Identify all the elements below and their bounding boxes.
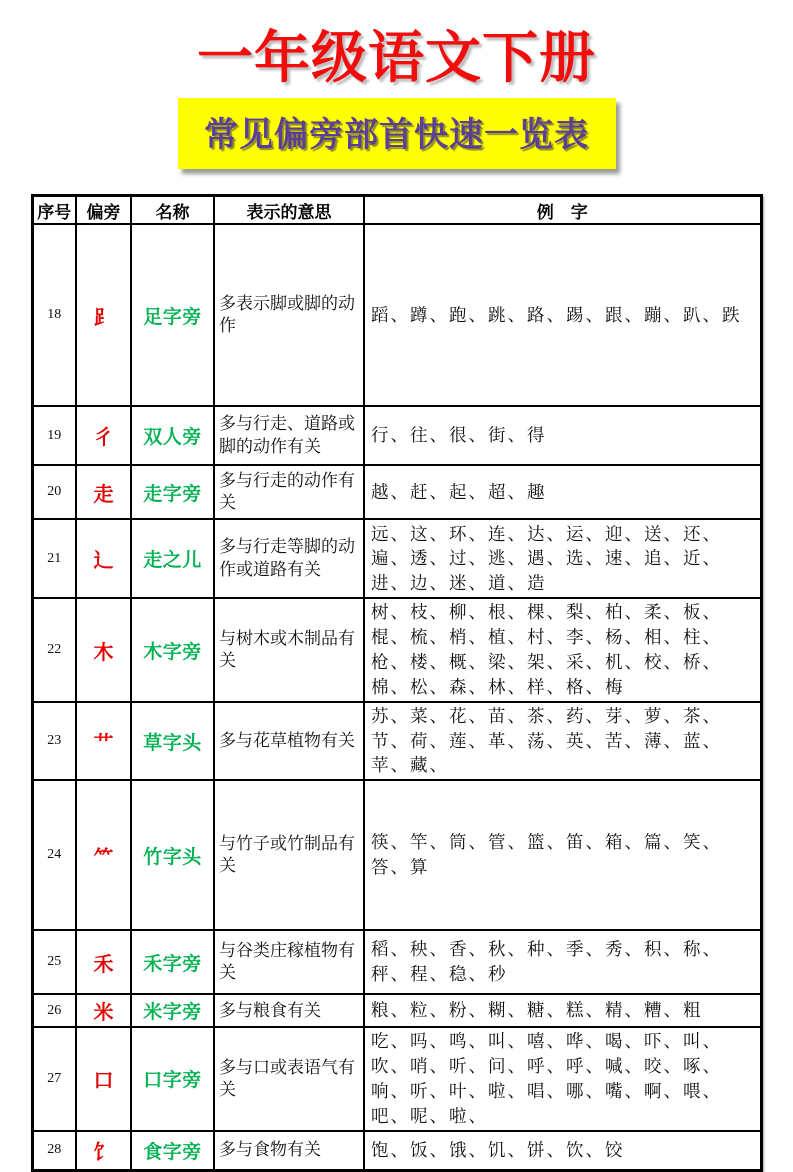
example-characters: 蹈、蹲、跑、跳、路、踢、跟、蹦、趴、跌	[364, 224, 761, 406]
radical-glyph: 艹	[76, 702, 131, 781]
example-characters: 饱、饭、饿、饥、饼、饮、饺	[364, 1131, 761, 1171]
radical-name: 口字旁	[131, 1027, 214, 1130]
table-row	[32, 702, 761, 781]
example-characters: 筷、竿、筒、管、篮、笛、箱、篇、笑、答、算	[364, 780, 761, 930]
table-row	[32, 598, 761, 701]
row-number: 25	[32, 930, 76, 994]
example-characters: 稻、秧、香、秋、种、季、秀、积、称、秤、程、稳、秒	[364, 930, 761, 994]
page-title: 一年级语文下册	[197, 26, 596, 89]
radical-meaning: 多与行走、道路或脚的动作有关	[214, 406, 364, 465]
radical-name: 双人旁	[131, 406, 214, 465]
radical-meaning: 多表示脚或脚的动作	[214, 224, 364, 406]
radical-meaning: 多与行走的动作有关	[214, 465, 364, 519]
radical-glyph: 辶	[76, 519, 131, 598]
table-body	[32, 224, 761, 1170]
radical-meaning: 多与口或表语气有关	[214, 1027, 364, 1130]
radical-meaning: 多与花草植物有关	[214, 702, 364, 781]
table-header	[32, 196, 761, 225]
radical-name: 米字旁	[131, 994, 214, 1027]
radical-glyph: 饣	[76, 1131, 131, 1171]
radical-name: 走字旁	[131, 465, 214, 519]
example-characters: 粮、粒、粉、糊、糖、糕、精、糟、粗	[364, 994, 761, 1027]
radical-meaning: 多与行走等脚的动作或道路有关	[214, 519, 364, 598]
row-number: 28	[32, 1131, 76, 1171]
row-number: 26	[32, 994, 76, 1027]
example-characters: 越、赶、起、超、趣	[364, 465, 761, 519]
row-number: 21	[32, 519, 76, 598]
example-characters: 树、枝、柳、根、棵、梨、柏、柔、板、棍、梳、梢、植、村、李、杨、相、柱、枪、楼、概、梁、架、采、机、校、桥、棉、松、森、林、样、格、梅	[364, 598, 761, 701]
radical-meaning: 与树木或木制品有关	[214, 598, 364, 701]
radical-glyph: 彳	[76, 406, 131, 465]
header-example-characters: 例 字	[364, 196, 761, 225]
example-characters: 苏、菜、花、苗、茶、药、芽、萝、茶、节、荷、莲、革、荡、英、苦、薄、蓝、苹、藏、	[364, 702, 761, 781]
table-row	[32, 780, 761, 930]
radical-glyph: ⺮	[76, 780, 131, 930]
radical-meaning: 多与粮食有关	[214, 994, 364, 1027]
radical-name: 木字旁	[131, 598, 214, 701]
radical-glyph: 米	[76, 994, 131, 1027]
radical-glyph: 口	[76, 1027, 131, 1130]
subtitle-banner	[178, 98, 616, 169]
radical-glyph: 禾	[76, 930, 131, 994]
header-meaning: 表示的意思	[214, 196, 364, 225]
radical-table	[31, 194, 763, 1171]
radical-name: 足字旁	[131, 224, 214, 406]
subtitle-text: 常见偏旁部首快速一览表	[204, 116, 589, 155]
row-number: 20	[32, 465, 76, 519]
radical-glyph: ⻊	[76, 224, 131, 406]
radical-glyph: 木	[76, 598, 131, 701]
table-row	[32, 519, 761, 598]
table-row	[32, 1131, 761, 1171]
header-serial-number: 序号	[32, 196, 76, 225]
row-number: 24	[32, 780, 76, 930]
table-row	[32, 406, 761, 465]
radical-name: 竹字头	[131, 780, 214, 930]
radical-glyph: 走	[76, 465, 131, 519]
row-number: 18	[32, 224, 76, 406]
example-characters: 吃、吗、鸣、叫、嘻、哗、喝、吓、叫、吹、哨、听、问、呼、呼、喊、咬、啄、响、听、叶、啦、唱、哪、嘴、啊、喂、吧、呢、啦、	[364, 1027, 761, 1130]
table-row	[32, 224, 761, 406]
table-row	[32, 994, 761, 1027]
table-row	[32, 465, 761, 519]
example-characters: 行、往、很、街、得	[364, 406, 761, 465]
row-number: 27	[32, 1027, 76, 1130]
header-radical: 偏旁	[76, 196, 131, 225]
row-number: 19	[32, 406, 76, 465]
header-name: 名称	[131, 196, 214, 225]
table-row	[32, 1027, 761, 1130]
table-header-row	[32, 196, 761, 225]
radical-meaning: 与竹子或竹制品有关	[214, 780, 364, 930]
radical-meaning: 与谷类庄稼植物有关	[214, 930, 364, 994]
table-row	[32, 930, 761, 994]
radical-name: 禾字旁	[131, 930, 214, 994]
radical-name: 草字头	[131, 702, 214, 781]
row-number: 22	[32, 598, 76, 701]
example-characters: 远、这、环、连、达、运、迎、送、还、遍、透、过、逃、遇、选、速、追、近、进、边、迷、道、造	[364, 519, 761, 598]
radical-name: 走之儿	[131, 519, 214, 598]
radical-name: 食字旁	[131, 1131, 214, 1171]
radical-meaning: 多与食物有关	[214, 1131, 364, 1171]
row-number: 23	[32, 702, 76, 781]
